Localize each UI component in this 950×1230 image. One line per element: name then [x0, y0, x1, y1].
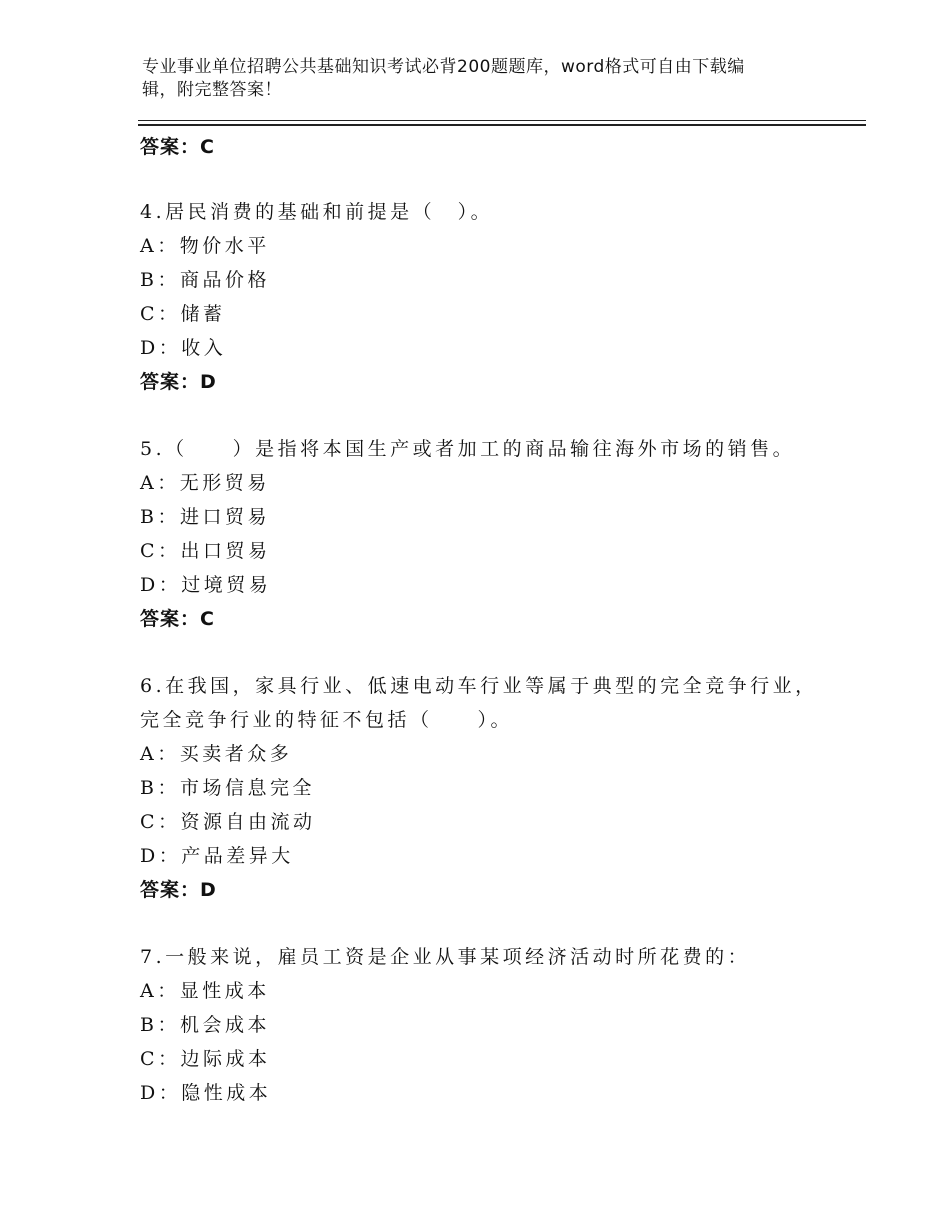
question-stem: 5.（ ）是指将本国生产或者加工的商品输往海外市场的销售。 — [140, 438, 796, 460]
option-a: A：无形贸易 — [140, 472, 270, 494]
option-a: A：物价水平 — [140, 235, 270, 257]
option-b: B：机会成本 — [140, 1014, 270, 1036]
question-5 — [140, 432, 840, 636]
answer-previous-question: 答案：C — [140, 136, 215, 158]
option-a: A：买卖者众多 — [140, 743, 293, 765]
option-d: D：隐性成本 — [140, 1082, 272, 1104]
question-list — [140, 195, 840, 1143]
question-stem: 4.居民消费的基础和前提是（ ）。 — [140, 201, 494, 223]
header-divider-thick — [138, 124, 866, 126]
header-divider-thin — [138, 120, 866, 121]
answer: 答案：C — [140, 608, 215, 630]
option-c: C：出口贸易 — [140, 540, 271, 562]
question-7 — [140, 940, 840, 1110]
option-d: D：产品差异大 — [140, 845, 294, 867]
option-c: C：资源自由流动 — [140, 811, 316, 833]
header-line-1: 专业事业单位招聘公共基础知识考试必背200题题库，word格式可自由下载编 — [142, 57, 745, 77]
header-line-2: 辑，附完整答案！ — [142, 80, 282, 100]
option-a: A：显性成本 — [140, 980, 270, 1002]
question-stem: 7.一般来说，雇员工资是企业从事某项经济活动时所花费的： — [140, 946, 751, 968]
option-c: C：储蓄 — [140, 303, 226, 325]
option-d: D：收入 — [140, 337, 227, 359]
question-stem-line-1: 6.在我国，家具行业、低速电动车行业等属于典型的完全竞争行业， — [140, 675, 818, 697]
option-b: B：市场信息完全 — [140, 777, 315, 799]
question-6 — [140, 669, 840, 907]
option-b: B：进口贸易 — [140, 506, 270, 528]
option-b: B：商品价格 — [140, 269, 270, 291]
document-header — [142, 56, 802, 102]
option-c: C：边际成本 — [140, 1048, 271, 1070]
answer: 答案：D — [140, 371, 217, 393]
option-d: D：过境贸易 — [140, 574, 272, 596]
answer: 答案：D — [140, 879, 217, 901]
question-stem-line-2: 完全竞争行业的特征不包括（ ）。 — [140, 709, 514, 731]
question-4 — [140, 195, 840, 399]
